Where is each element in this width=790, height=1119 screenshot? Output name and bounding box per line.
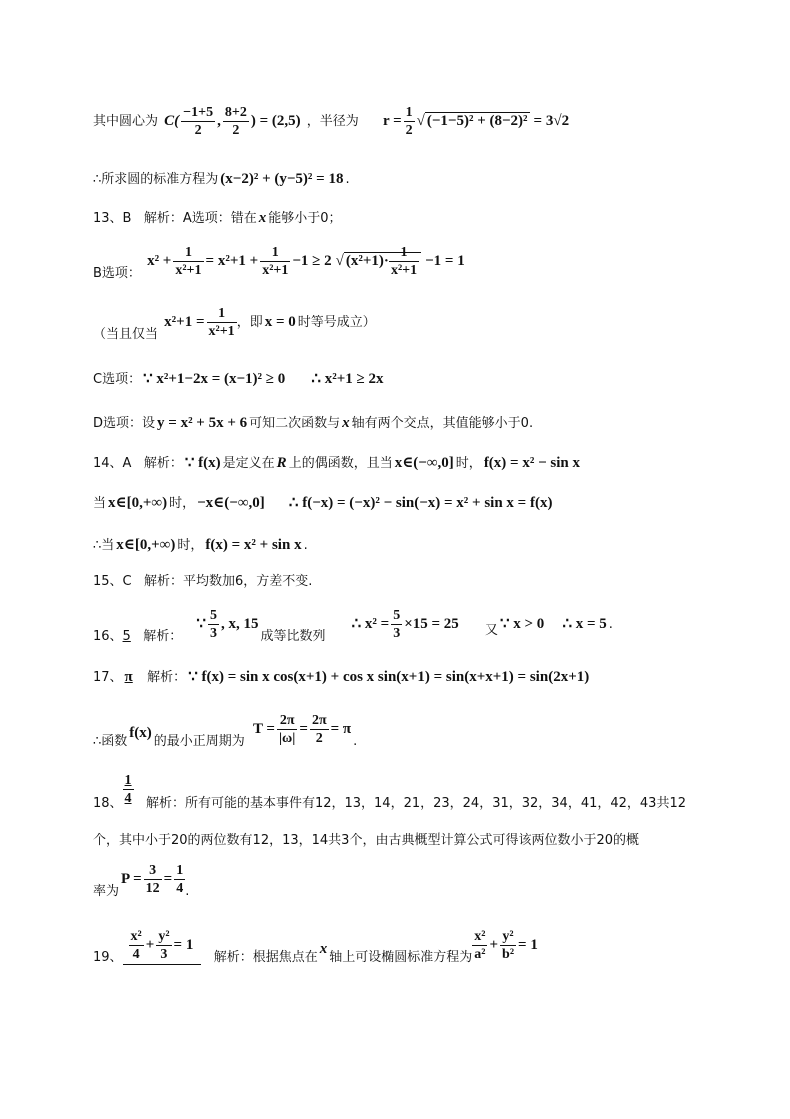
line-q14-conclusion [93,534,308,554]
fraction: $\frac{2\pi}{2}$ [311,713,327,746]
answer-fraction: $\frac{1}{4}$ [124,773,132,806]
math: , x, 15 [220,616,259,632]
math: x∈[0,+∞) [116,537,176,553]
text: 个，其中小于20的两位数有12，13，14共3个，由古典概型计算公式可得该两位数小于20的概 [93,833,639,848]
math: y = x² + 5x + 6 [157,415,248,431]
text: B选项： [93,266,141,281]
line-option-d [93,412,533,432]
math: = [163,871,173,887]
answer: π [124,669,133,685]
math: x [319,941,328,957]
text: 解析：平均数加6，方差不变. [144,574,313,589]
text: 轴有两个交点，其值能够小于0. [351,416,534,431]
text: 轴上可设椭圆标准方程为 [329,950,473,965]
text: C选项： [93,372,142,387]
math-sqrt: √ (−1−5)² + (8−2)² [416,113,528,129]
line-q14 [93,452,582,472]
math-center-prefix: C( [164,113,180,129]
line-q17-period [93,712,357,747]
text: D选项：设 [93,416,156,431]
question-number: 17、 [93,670,123,685]
math: f(x) = x² + sin x [205,537,302,553]
math: + [489,937,499,953]
answer: B [122,211,132,226]
text: 解析： [147,670,187,685]
text: ∴当 [93,538,115,553]
math: ∵ x²+1−2x = (x−1)² ≥ 0 [143,371,286,387]
math: ∵ x > 0 [499,616,545,632]
text: 的最小正周期为 [153,734,245,749]
fraction: $\frac{2\pi}{|\omega|}$ [278,713,296,746]
text: 解析：所有可能的基本事件有12，13，14，21，23，24，31，32，34，41，42，43共12 [145,796,686,811]
text: 解析： [143,456,183,471]
text: 是定义在 [222,456,275,471]
fraction: $\frac{5}{3}$ [209,608,217,641]
line-q18-probability [93,862,189,897]
fraction: $\frac{3}{12}$ [145,863,160,896]
text: . [345,172,350,187]
text: 可知二次函数与 [249,416,341,431]
text: 率为 [93,884,120,899]
text: ，即 [236,315,263,330]
line-q18 [93,772,686,811]
line-q15 [93,570,312,589]
math: −x∈(−∞,0] [197,495,265,511]
text: . [608,617,613,632]
math-sqrt: √ (x²+1)· $\frac{1}{\text{x²+1}}$ [336,253,421,269]
text: 时， [169,496,196,511]
text: . [303,538,308,553]
text: 成等比数列 [260,629,326,644]
fraction: $\frac{8+2}{2}$ [224,105,247,138]
text: 当 [93,496,107,511]
math: x∈[0,+∞) [108,495,168,511]
math: −1 ≥ 2 [292,253,332,269]
fraction: $\frac{-1+5}{2}$ [183,105,214,138]
text: 解析： [143,629,183,644]
math: f(x) [129,725,152,741]
math: , [217,113,221,129]
fraction: $\frac{5}{3}$ [393,608,401,641]
math: = [299,721,308,737]
math: ∴ x² = [351,616,390,632]
math: ∵ f(x) = sin x cos(x+1) + cos x sin(x+1) = sin(x+x+1) = sin(2x+1) [188,669,590,685]
math: T = [252,721,275,737]
line-option-c [93,368,386,388]
answer: C [122,574,132,589]
fraction: $\frac{\text{x²}}{\text{a²}}$ [474,929,486,962]
question-number: 15、 [93,574,123,589]
line-equality-condition [93,305,376,340]
text: （当且仅当 [93,327,159,342]
line-q14-case [93,492,554,512]
answer-ellipse: $\frac{\text{x²}}{4}$ + $\frac{\text{y²}}{3}$ = 1 [123,928,202,965]
math: x²+1 = [164,314,205,330]
text: . [185,884,190,899]
text: 解析：根据焦点在 [213,950,318,965]
text: ，半径为 [306,114,359,129]
math: ∵ [196,616,206,632]
text: 时等号成立） [297,315,376,330]
line-option-b [93,244,467,279]
text: 时， [455,456,482,471]
math: R [276,455,287,471]
math: x∈(−∞,0] [394,455,454,471]
math: ∴ x = 5 [562,616,607,632]
math: x = 0 [264,314,296,330]
math: ∵ f(x) [184,455,221,471]
line-q18-cont [93,829,639,848]
text: 上的偶函数，且当 [288,456,393,471]
question-number: 19、 [93,950,123,965]
line-q19 [93,928,540,965]
question-number: 18、 [93,796,123,811]
math: = x²+1 + [205,253,259,269]
fraction: $\frac{1}{2}$ [405,105,413,138]
question-number: 14、 [93,456,123,471]
math: = π [330,721,352,737]
fraction: $\frac{1}{\text{x²+1}}$ [175,245,202,278]
line-q16 [93,607,613,642]
math: ×15 = 25 [404,616,459,632]
math: f(x) = x² − sin x [483,455,580,471]
math: (x−2)² + (y−5)² = 18 [220,171,344,187]
math: ) = (2,5) [250,113,301,129]
math: −1 = 1 [425,253,465,269]
math: = 1 [518,937,538,953]
math: x [258,210,267,226]
text: 其中圆心为 [93,114,159,129]
math: = 3√2 [533,113,570,129]
line-center-radius [93,104,571,139]
fraction: $\frac{1}{\text{x²+1}}$ [208,306,235,339]
math: P = [121,871,142,887]
math: x [342,415,350,431]
text: 又 [484,623,498,638]
text: ∴函数 [93,734,128,749]
question-number: 16、 [93,629,123,644]
answer: A [122,456,132,471]
math: ∴ f(−x) = (−x)² − sin(−x) = x² + sin x = f(x) [288,495,553,511]
line-q13 [93,207,342,227]
text: 时， [177,538,204,553]
line-circle-equation [93,168,350,188]
text: 解析：A选项：错在 [143,211,257,226]
fraction: $\frac{\text{y²}}{\text{b²}}$ [502,929,515,962]
math: ∴ x²+1 ≥ 2x [311,371,384,387]
fraction: $\frac{1}{4}$ [176,863,184,896]
math: r = [382,113,402,129]
text: . [353,734,358,749]
text: 能够小于0； [268,211,342,226]
math: x² + [147,253,172,269]
question-number: 13、 [93,211,123,226]
fraction: $\frac{1}{\text{x²+1}}$ [262,245,289,278]
line-q17 [93,666,591,686]
text: ∴所求圆的标准方程为 [93,172,219,187]
answer: 5 [122,629,131,644]
